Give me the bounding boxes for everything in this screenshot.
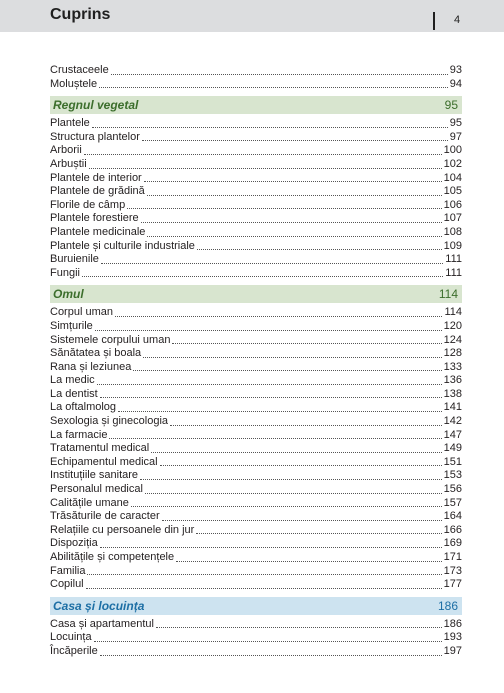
dot-leader bbox=[95, 330, 442, 331]
entry-page: 173 bbox=[443, 564, 462, 577]
toc-entry[interactable] bbox=[50, 253, 462, 267]
toc-entry[interactable] bbox=[50, 631, 462, 645]
toc-entry[interactable] bbox=[50, 158, 462, 172]
entry-label: Familia bbox=[50, 564, 86, 577]
entry-label: Echipamentul medical bbox=[50, 455, 158, 468]
entry-page: 94 bbox=[449, 77, 462, 90]
toc-entry[interactable] bbox=[50, 199, 462, 213]
entry-page: 120 bbox=[443, 319, 462, 332]
toc-entry[interactable] bbox=[50, 334, 462, 348]
toc-entry[interactable] bbox=[50, 524, 462, 538]
entry-label: La oftalmolog bbox=[50, 401, 117, 414]
entry-label: Moluștele bbox=[50, 77, 98, 90]
entry-page: 108 bbox=[443, 225, 462, 238]
entry-label: La medic bbox=[50, 374, 95, 387]
dot-leader bbox=[196, 533, 441, 534]
dot-leader bbox=[100, 397, 442, 398]
entry-page: 107 bbox=[443, 212, 462, 225]
toc-entry[interactable] bbox=[50, 388, 462, 402]
dot-leader bbox=[100, 547, 442, 548]
entry-label: Sexologia și ginecologia bbox=[50, 415, 169, 428]
toc-entry[interactable] bbox=[50, 64, 462, 78]
section-title: Regnul vegetal bbox=[53, 98, 139, 113]
entry-label: Tratamentul medical bbox=[50, 442, 150, 455]
toc-entry[interactable] bbox=[50, 578, 462, 592]
dot-leader bbox=[109, 438, 441, 439]
section-page: 186 bbox=[437, 598, 458, 613]
dot-leader bbox=[127, 208, 441, 209]
entry-label: Structura plantelor bbox=[50, 130, 140, 143]
entry-page: 128 bbox=[443, 347, 462, 360]
toc-entry[interactable] bbox=[50, 401, 462, 415]
entry-label: Copilul bbox=[50, 578, 84, 591]
dot-leader bbox=[82, 276, 443, 277]
entry-page: 138 bbox=[443, 387, 462, 400]
entry-label: Plantele de interior bbox=[50, 171, 142, 184]
entry-page: 171 bbox=[443, 551, 462, 563]
toc-entry[interactable] bbox=[50, 78, 462, 92]
toc-entry[interactable] bbox=[50, 185, 462, 199]
dot-leader bbox=[140, 479, 442, 480]
entry-label: Florile de câmp bbox=[50, 198, 126, 211]
entry-label: Relațiile cu persoanele din jur bbox=[50, 523, 195, 536]
entry-page: 149 bbox=[443, 442, 462, 455]
dot-leader bbox=[115, 316, 442, 317]
entry-page: 100 bbox=[443, 144, 462, 157]
entry-page: 136 bbox=[443, 374, 462, 387]
entry-label: Plantele de grădină bbox=[50, 185, 145, 198]
entry-label: Casa și apartamentul bbox=[50, 617, 154, 630]
toc-entry[interactable] bbox=[50, 306, 462, 320]
dot-leader bbox=[170, 425, 442, 426]
dot-leader bbox=[133, 370, 441, 371]
entry-label: Arborii bbox=[50, 144, 82, 157]
entry-page: 124 bbox=[443, 333, 462, 346]
entry-label: Plantele bbox=[50, 117, 90, 130]
section-title: Omul bbox=[53, 287, 84, 302]
entry-label: Plantele forestiere bbox=[50, 212, 139, 225]
entry-label: La dentist bbox=[50, 387, 98, 400]
entry-page: 102 bbox=[443, 157, 462, 170]
dot-leader bbox=[89, 168, 442, 169]
dot-leader bbox=[100, 655, 442, 656]
entry-page: 177 bbox=[443, 578, 462, 591]
dot-leader bbox=[143, 357, 442, 358]
entry-label: Buruienile bbox=[50, 253, 99, 266]
entry-page: 105 bbox=[443, 185, 462, 198]
toc-entry[interactable] bbox=[50, 442, 462, 456]
toc-entry[interactable] bbox=[50, 117, 462, 131]
entry-page: 147 bbox=[443, 428, 462, 441]
entry-page: 153 bbox=[443, 469, 462, 482]
entry-page: 95 bbox=[449, 117, 462, 130]
entry-label: Corpul uman bbox=[50, 306, 113, 319]
section-page: 114 bbox=[438, 287, 458, 302]
toc-entry[interactable] bbox=[50, 361, 462, 375]
dot-leader bbox=[86, 588, 442, 589]
toc-entry[interactable] bbox=[50, 144, 462, 158]
toc-entry[interactable] bbox=[50, 510, 462, 524]
table-of-contents bbox=[50, 64, 462, 659]
dot-leader bbox=[162, 520, 442, 521]
entry-label: Instituțiile sanitare bbox=[50, 469, 139, 482]
dot-leader bbox=[87, 574, 441, 575]
entry-page: 197 bbox=[443, 644, 462, 657]
dot-leader bbox=[118, 411, 442, 412]
entry-page: 114 bbox=[444, 306, 462, 319]
dot-leader bbox=[84, 154, 442, 155]
toc-entry[interactable] bbox=[50, 415, 462, 429]
dot-leader bbox=[151, 452, 441, 453]
dot-leader bbox=[142, 140, 448, 141]
entry-label: Sistemele corpului uman bbox=[50, 333, 171, 346]
entry-page: 141 bbox=[443, 401, 462, 414]
dot-leader bbox=[160, 465, 442, 466]
entry-label: Simțurile bbox=[50, 319, 93, 332]
entry-label: Trăsăturile de caracter bbox=[50, 510, 160, 523]
dot-leader bbox=[147, 236, 441, 237]
toc-entry[interactable] bbox=[50, 374, 462, 388]
entry-page: 111 bbox=[445, 253, 462, 266]
toc-entry[interactable] bbox=[50, 469, 462, 483]
page-title: Cuprins bbox=[50, 6, 111, 23]
entry-label: Sănătatea și boala bbox=[50, 347, 142, 360]
dot-leader bbox=[172, 343, 441, 344]
toc-entry[interactable] bbox=[50, 497, 462, 511]
section-header[interactable] bbox=[50, 96, 462, 114]
entry-page: 156 bbox=[443, 483, 462, 496]
entry-page: 151 bbox=[443, 455, 462, 468]
page-number: 4 bbox=[454, 14, 461, 26]
toc-entry[interactable] bbox=[50, 429, 462, 443]
entry-page: 157 bbox=[443, 496, 462, 509]
entry-page: 142 bbox=[443, 415, 462, 428]
dot-leader bbox=[156, 627, 442, 628]
entry-label: Fungii bbox=[50, 266, 80, 279]
entry-page: 164 bbox=[443, 510, 462, 523]
dot-leader bbox=[141, 222, 442, 223]
entry-label: Arbuștii bbox=[50, 157, 87, 170]
dot-leader bbox=[92, 127, 448, 128]
entry-page: 186 bbox=[443, 617, 462, 630]
toc-entry[interactable] bbox=[50, 131, 462, 145]
section-header[interactable] bbox=[50, 285, 462, 303]
entry-page: 109 bbox=[443, 239, 462, 252]
entry-page: 166 bbox=[443, 523, 462, 536]
section-page: 95 bbox=[444, 98, 458, 113]
dot-leader bbox=[144, 181, 442, 182]
entry-page: 93 bbox=[449, 64, 462, 76]
dot-leader bbox=[101, 263, 443, 264]
entry-label: Abilitățile și competențele bbox=[50, 551, 175, 563]
entry-label: Rana și leziunea bbox=[50, 360, 132, 373]
entry-page: 104 bbox=[443, 171, 462, 184]
dot-leader bbox=[197, 249, 442, 250]
header-divider bbox=[433, 12, 435, 30]
section-header[interactable] bbox=[50, 597, 462, 615]
entry-page: 106 bbox=[443, 198, 462, 211]
entry-page: 193 bbox=[443, 631, 462, 644]
entry-page: 111 bbox=[445, 266, 462, 279]
toc-entry[interactable] bbox=[50, 618, 462, 632]
toc-entry[interactable] bbox=[50, 347, 462, 361]
toc-entry[interactable] bbox=[50, 267, 462, 281]
entry-page: 97 bbox=[449, 130, 462, 143]
entry-label: Locuința bbox=[50, 631, 92, 644]
entry-page: 169 bbox=[443, 537, 462, 550]
toc-entry[interactable] bbox=[50, 212, 462, 226]
page-header bbox=[0, 0, 504, 32]
dot-leader bbox=[176, 561, 442, 562]
dot-leader bbox=[94, 641, 442, 642]
toc-entry[interactable] bbox=[50, 320, 462, 334]
toc-entry[interactable] bbox=[50, 172, 462, 186]
entry-label: Calitățile umane bbox=[50, 496, 129, 509]
dot-leader bbox=[147, 195, 442, 196]
toc-entry[interactable] bbox=[50, 483, 462, 497]
toc-entry[interactable] bbox=[50, 645, 462, 659]
dot-leader bbox=[111, 74, 448, 75]
section-title: Casa și locuința bbox=[53, 598, 145, 613]
toc-entry[interactable] bbox=[50, 456, 462, 470]
dot-leader bbox=[131, 506, 442, 507]
entry-label: Personalul medical bbox=[50, 483, 143, 496]
toc-entry[interactable] bbox=[50, 565, 462, 579]
toc-entry[interactable] bbox=[50, 551, 462, 565]
toc-entry[interactable] bbox=[50, 226, 462, 240]
entry-label: La farmacie bbox=[50, 428, 108, 441]
entry-label: Plantele medicinale bbox=[50, 225, 146, 238]
entry-label: Plantele și culturile industriale bbox=[50, 239, 195, 252]
entry-label: Crustaceele bbox=[50, 64, 109, 76]
dot-leader bbox=[99, 87, 448, 88]
entry-label: Încăperile bbox=[50, 644, 98, 657]
entry-label: Dispoziția bbox=[50, 537, 98, 550]
dot-leader bbox=[97, 384, 442, 385]
toc-entry[interactable] bbox=[50, 537, 462, 551]
toc-entry[interactable] bbox=[50, 240, 462, 254]
entry-page: 133 bbox=[443, 360, 462, 373]
dot-leader bbox=[145, 493, 442, 494]
